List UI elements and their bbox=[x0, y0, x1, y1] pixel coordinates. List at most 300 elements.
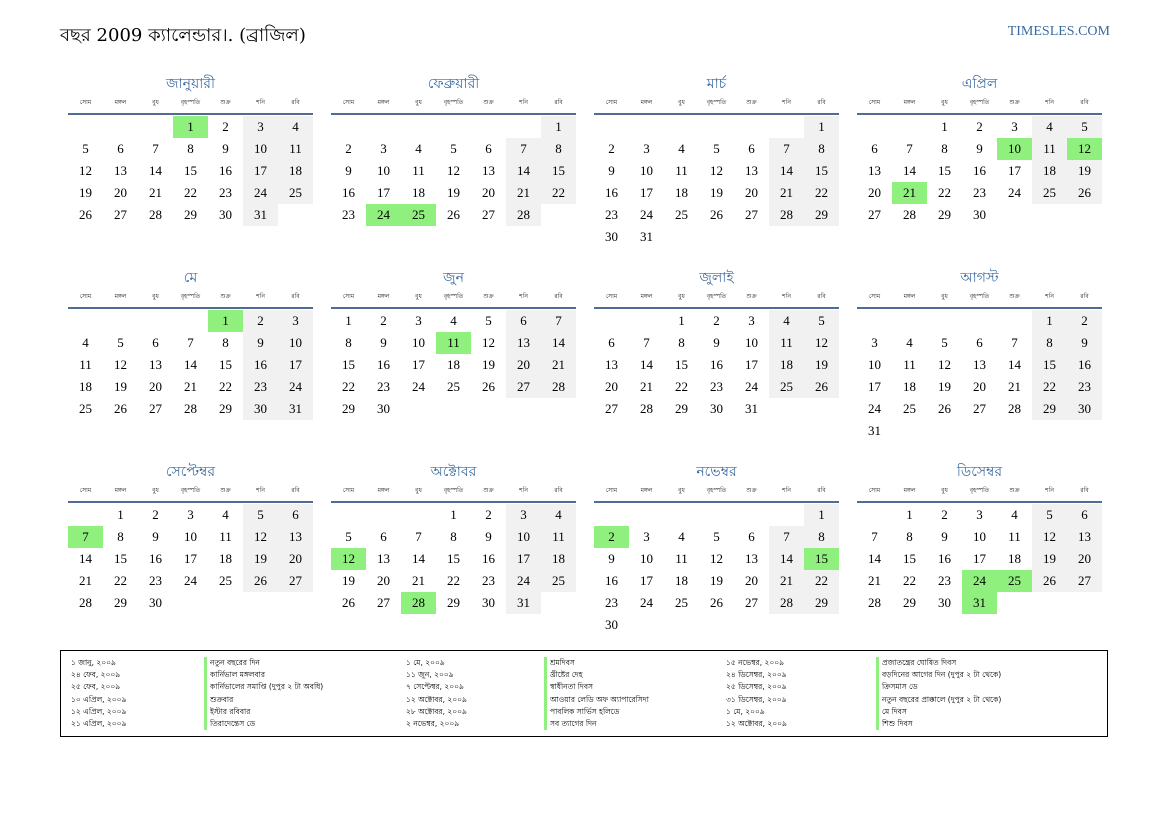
day-cell: 5 bbox=[1067, 116, 1102, 138]
month-name: আগস্ট bbox=[960, 270, 999, 286]
months-grid bbox=[68, 75, 1108, 657]
day-cell: 16 bbox=[1067, 354, 1102, 376]
weekday-label: শুক্র bbox=[1009, 99, 1020, 106]
weekday-label: বুধ bbox=[415, 487, 422, 494]
month-name: সেপ্টেম্বর bbox=[165, 464, 216, 480]
weekday-label: শুক্র bbox=[1009, 293, 1020, 300]
weekday-label: রবি bbox=[291, 293, 300, 300]
empty-cell bbox=[734, 116, 769, 138]
day-cell: 12 bbox=[804, 332, 839, 354]
day-cell: 6 bbox=[485, 141, 492, 156]
day-cell: 23 bbox=[605, 595, 618, 610]
day-cell: 20 bbox=[482, 185, 495, 200]
day-cell: 20 bbox=[377, 573, 390, 588]
legend-holiday-name: মে দিবস bbox=[876, 706, 1001, 718]
day-cell: 5 bbox=[345, 529, 352, 544]
header-rule bbox=[331, 501, 576, 503]
day-cell: 5 bbox=[485, 313, 492, 328]
day-cell: 31 bbox=[640, 229, 653, 244]
day-cell: 14 bbox=[769, 160, 804, 182]
day-cell: 1 bbox=[804, 116, 839, 138]
day-cell: 24 bbox=[868, 401, 881, 416]
weekday-label: মঙ্গল bbox=[903, 99, 916, 106]
day-cell: 7 bbox=[769, 138, 804, 160]
day-cell: 6 bbox=[152, 335, 159, 350]
legend-name-column bbox=[204, 657, 323, 730]
day-cell: 18 bbox=[79, 379, 92, 394]
day-cell: 30 bbox=[710, 401, 723, 416]
empty-cell bbox=[366, 504, 401, 526]
legend-holiday-name: শ্রমদিবস bbox=[544, 657, 649, 669]
month-calendar bbox=[331, 269, 576, 463]
empty-cell bbox=[962, 310, 997, 332]
day-cell: 16 bbox=[973, 163, 986, 178]
day-cell: 17 bbox=[868, 379, 881, 394]
day-grid bbox=[68, 310, 313, 420]
day-cell: 15 bbox=[114, 551, 127, 566]
day-cell: 31 bbox=[278, 398, 313, 420]
legend-holiday-name: শিশু দিবস bbox=[876, 718, 1001, 730]
weekday-label: মঙ্গল bbox=[114, 99, 127, 106]
day-cell: 14 bbox=[184, 357, 197, 372]
weekday-label: শনি bbox=[256, 487, 265, 494]
day-cell: 19 bbox=[710, 185, 723, 200]
weekday-label: রবি bbox=[291, 99, 300, 106]
legend-date: ২৪ ডিসেম্বর, ২০০৯ bbox=[726, 670, 787, 680]
month-calendar bbox=[331, 463, 576, 657]
day-cell: 12 bbox=[710, 551, 723, 566]
weekday-header bbox=[331, 291, 576, 305]
weekday-label: শনি bbox=[782, 487, 791, 494]
day-cell: 24 bbox=[640, 595, 653, 610]
day-cell: 11 bbox=[412, 163, 425, 178]
day-cell: 25 bbox=[278, 182, 313, 204]
day-cell: 25 bbox=[447, 379, 460, 394]
day-cell: 13 bbox=[973, 357, 986, 372]
day-cell: 2 bbox=[243, 310, 278, 332]
empty-cell bbox=[173, 310, 208, 332]
day-cell: 27 bbox=[1067, 570, 1102, 592]
page-title: বছর 2009 ক্যালেন্ডার।. (ব্রাজিল) bbox=[60, 25, 306, 46]
holiday-day-cell: 11 bbox=[436, 332, 471, 354]
day-cell: 21 bbox=[541, 354, 576, 376]
day-cell: 26 bbox=[710, 207, 723, 222]
day-grid bbox=[331, 310, 576, 420]
empty-cell bbox=[997, 310, 1032, 332]
weekday-label: বুধ bbox=[152, 487, 159, 494]
weekday-label: বৃহস্পতি bbox=[180, 293, 201, 300]
weekday-label: সোম bbox=[342, 99, 355, 106]
empty-cell bbox=[892, 310, 927, 332]
weekday-label: রবি bbox=[291, 487, 300, 494]
day-cell: 4 bbox=[678, 141, 685, 156]
weekday-label: বুধ bbox=[152, 293, 159, 300]
day-cell: 29 bbox=[114, 595, 127, 610]
day-cell: 5 bbox=[713, 529, 720, 544]
day-cell: 18 bbox=[278, 160, 313, 182]
empty-cell bbox=[594, 116, 629, 138]
day-cell: 13 bbox=[506, 332, 541, 354]
empty-cell bbox=[594, 310, 629, 332]
weekday-label: শুক্র bbox=[746, 99, 757, 106]
month-name: জুন bbox=[443, 270, 464, 286]
month-name: মার্চ bbox=[706, 76, 727, 92]
day-cell: 17 bbox=[640, 185, 653, 200]
day-grid bbox=[331, 116, 576, 226]
legend-date: ১ মে, ২০০৯ bbox=[726, 706, 765, 716]
day-cell: 9 bbox=[976, 141, 983, 156]
day-cell: 25 bbox=[79, 401, 92, 416]
day-cell: 3 bbox=[506, 504, 541, 526]
day-cell: 24 bbox=[506, 570, 541, 592]
weekday-label: বৃহস্পতি bbox=[706, 487, 727, 494]
weekday-label: সোম bbox=[605, 99, 618, 106]
legend-date-column bbox=[71, 657, 126, 730]
day-cell: 4 bbox=[541, 504, 576, 526]
day-cell: 27 bbox=[482, 207, 495, 222]
weekday-label: মঙ্গল bbox=[903, 487, 916, 494]
weekday-label: মঙ্গল bbox=[114, 487, 127, 494]
day-cell: 10 bbox=[506, 526, 541, 548]
legend-name-column bbox=[876, 657, 1001, 730]
month-name: জুলাই bbox=[699, 270, 734, 286]
day-cell: 27 bbox=[377, 595, 390, 610]
day-cell: 13 bbox=[745, 163, 758, 178]
day-cell: 16 bbox=[605, 573, 618, 588]
month-name: অক্টোবর bbox=[430, 464, 477, 480]
day-cell: 20 bbox=[868, 185, 881, 200]
day-cell: 19 bbox=[1067, 160, 1102, 182]
legend-holiday-name: বড়দিনের আগের দিন (দুপুর ২ টা থেকে) bbox=[876, 669, 1001, 681]
day-cell: 5 bbox=[713, 141, 720, 156]
day-cell: 7 bbox=[415, 529, 422, 544]
weekday-label: বৃহস্পতি bbox=[969, 293, 990, 300]
day-cell: 30 bbox=[377, 401, 390, 416]
day-cell: 11 bbox=[541, 526, 576, 548]
weekday-label: মঙ্গল bbox=[640, 293, 653, 300]
weekday-label: শনি bbox=[1045, 487, 1054, 494]
day-cell: 11 bbox=[219, 529, 232, 544]
day-cell: 7 bbox=[541, 310, 576, 332]
empty-cell bbox=[103, 310, 138, 332]
day-cell: 8 bbox=[541, 138, 576, 160]
day-cell: 4 bbox=[450, 313, 457, 328]
day-cell: 3 bbox=[415, 313, 422, 328]
day-cell: 14 bbox=[868, 551, 881, 566]
weekday-label: বুধ bbox=[415, 99, 422, 106]
day-cell: 11 bbox=[1032, 138, 1067, 160]
day-cell: 8 bbox=[222, 335, 229, 350]
weekday-label: রবি bbox=[554, 99, 563, 106]
day-cell: 4 bbox=[1011, 507, 1018, 522]
day-cell: 23 bbox=[149, 573, 162, 588]
day-cell: 26 bbox=[1032, 570, 1067, 592]
weekday-label: শনি bbox=[782, 293, 791, 300]
day-cell: 26 bbox=[79, 207, 92, 222]
weekday-label: শুক্র bbox=[746, 293, 757, 300]
holiday-day-cell: 7 bbox=[68, 526, 103, 548]
day-cell: 18 bbox=[1008, 551, 1021, 566]
day-cell: 17 bbox=[1008, 163, 1021, 178]
day-cell: 27 bbox=[745, 207, 758, 222]
day-cell: 9 bbox=[485, 529, 492, 544]
day-cell: 6 bbox=[608, 335, 615, 350]
day-cell: 16 bbox=[482, 551, 495, 566]
day-cell: 15 bbox=[184, 163, 197, 178]
month-calendar bbox=[594, 463, 839, 657]
weekday-label: মঙ্গল bbox=[903, 293, 916, 300]
day-cell: 6 bbox=[506, 310, 541, 332]
day-cell: 28 bbox=[149, 207, 162, 222]
month-calendar bbox=[857, 75, 1102, 269]
day-cell: 16 bbox=[710, 357, 723, 372]
legend-holiday-name: সব ত্যাগের দিন bbox=[544, 718, 649, 730]
day-cell: 27 bbox=[605, 401, 618, 416]
day-cell: 4 bbox=[222, 507, 229, 522]
day-cell: 27 bbox=[868, 207, 881, 222]
day-cell: 18 bbox=[675, 573, 688, 588]
day-cell: 12 bbox=[710, 163, 723, 178]
day-cell: 24 bbox=[184, 573, 197, 588]
day-cell: 21 bbox=[79, 573, 92, 588]
day-cell: 18 bbox=[447, 357, 460, 372]
day-cell: 7 bbox=[506, 138, 541, 160]
day-grid bbox=[594, 310, 839, 420]
day-cell: 6 bbox=[748, 141, 755, 156]
day-cell: 30 bbox=[243, 398, 278, 420]
empty-cell bbox=[68, 310, 103, 332]
weekday-label: সোম bbox=[79, 487, 92, 494]
day-cell: 10 bbox=[973, 529, 986, 544]
day-cell: 22 bbox=[219, 379, 232, 394]
day-cell: 15 bbox=[447, 551, 460, 566]
weekday-label: রবি bbox=[554, 293, 563, 300]
day-cell: 15 bbox=[804, 160, 839, 182]
weekday-header bbox=[68, 485, 313, 499]
weekday-header bbox=[594, 291, 839, 305]
legend-date: ১১ জুন, ২০০৯ bbox=[406, 670, 454, 680]
day-cell: 24 bbox=[412, 379, 425, 394]
day-cell: 22 bbox=[114, 573, 127, 588]
day-cell: 28 bbox=[769, 204, 804, 226]
weekday-label: মঙ্গল bbox=[377, 99, 390, 106]
day-cell: 23 bbox=[342, 207, 355, 222]
legend-holiday-name: কার্নিভাল মঙ্গলবার bbox=[204, 669, 323, 681]
holiday-day-cell: 12 bbox=[1067, 138, 1102, 160]
day-cell: 19 bbox=[79, 185, 92, 200]
day-cell: 26 bbox=[938, 401, 951, 416]
empty-cell bbox=[138, 310, 173, 332]
empty-cell bbox=[892, 116, 927, 138]
day-cell: 13 bbox=[868, 163, 881, 178]
legend-date: ১০ এপ্রিল, ২০০৯ bbox=[71, 694, 127, 704]
day-cell: 8 bbox=[941, 141, 948, 156]
day-cell: 10 bbox=[243, 138, 278, 160]
day-cell: 22 bbox=[447, 573, 460, 588]
day-cell: 30 bbox=[1067, 398, 1102, 420]
day-cell: 9 bbox=[380, 335, 387, 350]
holiday-day-cell: 15 bbox=[804, 548, 839, 570]
day-cell: 14 bbox=[541, 332, 576, 354]
day-cell: 17 bbox=[745, 357, 758, 372]
empty-cell bbox=[629, 116, 664, 138]
holiday-day-cell: 10 bbox=[997, 138, 1032, 160]
day-cell: 28 bbox=[868, 595, 881, 610]
empty-cell bbox=[769, 116, 804, 138]
day-cell: 23 bbox=[938, 573, 951, 588]
day-cell: 18 bbox=[769, 354, 804, 376]
month-name: মে bbox=[183, 270, 198, 286]
day-cell: 18 bbox=[541, 548, 576, 570]
day-cell: 28 bbox=[903, 207, 916, 222]
day-cell: 29 bbox=[938, 207, 951, 222]
weekday-label: বৃহস্পতি bbox=[706, 293, 727, 300]
day-cell: 11 bbox=[903, 357, 916, 372]
weekday-label: বৃহস্পতি bbox=[180, 487, 201, 494]
empty-cell bbox=[68, 116, 103, 138]
day-cell: 19 bbox=[447, 185, 460, 200]
day-cell: 21 bbox=[412, 573, 425, 588]
day-cell: 6 bbox=[976, 335, 983, 350]
legend-holiday-name: ইস্টার রবিবার bbox=[204, 706, 323, 718]
legend-date: ২৪ ফেব, ২০০৯ bbox=[71, 670, 121, 680]
day-cell: 21 bbox=[769, 182, 804, 204]
empty-cell bbox=[401, 116, 436, 138]
day-cell: 6 bbox=[117, 141, 124, 156]
day-cell: 11 bbox=[278, 138, 313, 160]
weekday-header bbox=[594, 97, 839, 111]
weekday-label: বৃহস্পতি bbox=[443, 487, 464, 494]
day-cell: 3 bbox=[643, 529, 650, 544]
day-cell: 10 bbox=[868, 357, 881, 372]
day-cell: 7 bbox=[643, 335, 650, 350]
day-cell: 18 bbox=[219, 551, 232, 566]
day-cell: 30 bbox=[605, 229, 618, 244]
weekday-label: সোম bbox=[79, 99, 92, 106]
holiday-day-cell: 1 bbox=[173, 116, 208, 138]
day-cell: 3 bbox=[976, 507, 983, 522]
day-cell: 17 bbox=[973, 551, 986, 566]
day-cell: 11 bbox=[675, 163, 688, 178]
day-cell: 16 bbox=[605, 185, 618, 200]
weekday-label: শনি bbox=[256, 99, 265, 106]
day-cell: 29 bbox=[675, 401, 688, 416]
day-cell: 23 bbox=[377, 379, 390, 394]
weekday-header bbox=[594, 485, 839, 499]
month-name: ডিসেম্বর bbox=[956, 464, 1003, 480]
empty-cell bbox=[68, 504, 103, 526]
day-cell: 22 bbox=[938, 185, 951, 200]
day-cell: 5 bbox=[82, 141, 89, 156]
day-cell: 14 bbox=[412, 551, 425, 566]
weekday-label: বুধ bbox=[941, 99, 948, 106]
day-cell: 8 bbox=[450, 529, 457, 544]
empty-cell bbox=[471, 116, 506, 138]
day-cell: 7 bbox=[769, 526, 804, 548]
site-link[interactable]: TIMESLES.COM bbox=[1007, 24, 1110, 39]
day-cell: 8 bbox=[187, 141, 194, 156]
day-cell: 28 bbox=[506, 204, 541, 226]
weekday-label: সোম bbox=[605, 487, 618, 494]
day-cell: 31 bbox=[243, 204, 278, 226]
weekday-label: বুধ bbox=[941, 293, 948, 300]
day-cell: 13 bbox=[114, 163, 127, 178]
day-cell: 9 bbox=[941, 529, 948, 544]
legend-date: ৩১ ডিসেম্বর, ২০০৯ bbox=[726, 694, 787, 704]
day-cell: 7 bbox=[1011, 335, 1018, 350]
empty-cell bbox=[734, 504, 769, 526]
day-cell: 13 bbox=[278, 526, 313, 548]
day-cell: 6 bbox=[1067, 504, 1102, 526]
legend-date: ১৫ নভেম্বর, ২০০৯ bbox=[726, 658, 785, 667]
day-cell: 20 bbox=[114, 185, 127, 200]
day-cell: 25 bbox=[675, 595, 688, 610]
day-cell: 14 bbox=[506, 160, 541, 182]
day-cell: 30 bbox=[149, 595, 162, 610]
weekday-label: বুধ bbox=[678, 293, 685, 300]
day-cell: 29 bbox=[184, 207, 197, 222]
weekday-label: রবি bbox=[817, 99, 826, 106]
legend-holiday-name: শুক্রবার bbox=[204, 694, 323, 706]
day-cell: 27 bbox=[973, 401, 986, 416]
weekday-label: মঙ্গল bbox=[377, 293, 390, 300]
empty-cell bbox=[699, 116, 734, 138]
weekday-label: শনি bbox=[256, 293, 265, 300]
legend-date: ৭ সেপ্টেম্বর, ২০০৯ bbox=[406, 682, 464, 692]
day-cell: 20 bbox=[605, 379, 618, 394]
day-cell: 12 bbox=[114, 357, 127, 372]
weekday-header bbox=[331, 97, 576, 111]
day-cell: 29 bbox=[447, 595, 460, 610]
empty-cell bbox=[769, 504, 804, 526]
day-cell: 6 bbox=[748, 529, 755, 544]
day-cell: 22 bbox=[1032, 376, 1067, 398]
weekday-label: মঙ্গল bbox=[640, 487, 653, 494]
month-calendar bbox=[857, 269, 1102, 463]
legend-date: ১ মে, ২০০৯ bbox=[406, 658, 445, 667]
legend-name-column bbox=[544, 657, 649, 730]
day-cell: 29 bbox=[219, 401, 232, 416]
day-cell: 3 bbox=[748, 313, 755, 328]
day-cell: 22 bbox=[804, 182, 839, 204]
weekday-label: বৃহস্পতি bbox=[443, 99, 464, 106]
empty-cell bbox=[506, 116, 541, 138]
day-cell: 16 bbox=[243, 354, 278, 376]
day-cell: 29 bbox=[342, 401, 355, 416]
day-cell: 13 bbox=[482, 163, 495, 178]
weekday-header bbox=[857, 291, 1102, 305]
day-cell: 30 bbox=[605, 617, 618, 632]
day-cell: 21 bbox=[640, 379, 653, 394]
day-cell: 19 bbox=[114, 379, 127, 394]
day-cell: 24 bbox=[745, 379, 758, 394]
day-cell: 7 bbox=[187, 335, 194, 350]
day-cell: 6 bbox=[871, 141, 878, 156]
day-cell: 1 bbox=[804, 504, 839, 526]
day-cell: 3 bbox=[1011, 119, 1018, 134]
month-calendar bbox=[68, 269, 313, 463]
empty-cell bbox=[594, 504, 629, 526]
day-cell: 11 bbox=[675, 551, 688, 566]
month-calendar bbox=[68, 463, 313, 657]
weekday-label: রবি bbox=[554, 487, 563, 494]
empty-cell bbox=[401, 504, 436, 526]
weekday-label: রবি bbox=[1080, 293, 1089, 300]
day-cell: 8 bbox=[804, 138, 839, 160]
weekday-label: শুক্র bbox=[220, 293, 231, 300]
day-cell: 4 bbox=[678, 529, 685, 544]
month-calendar bbox=[331, 75, 576, 269]
